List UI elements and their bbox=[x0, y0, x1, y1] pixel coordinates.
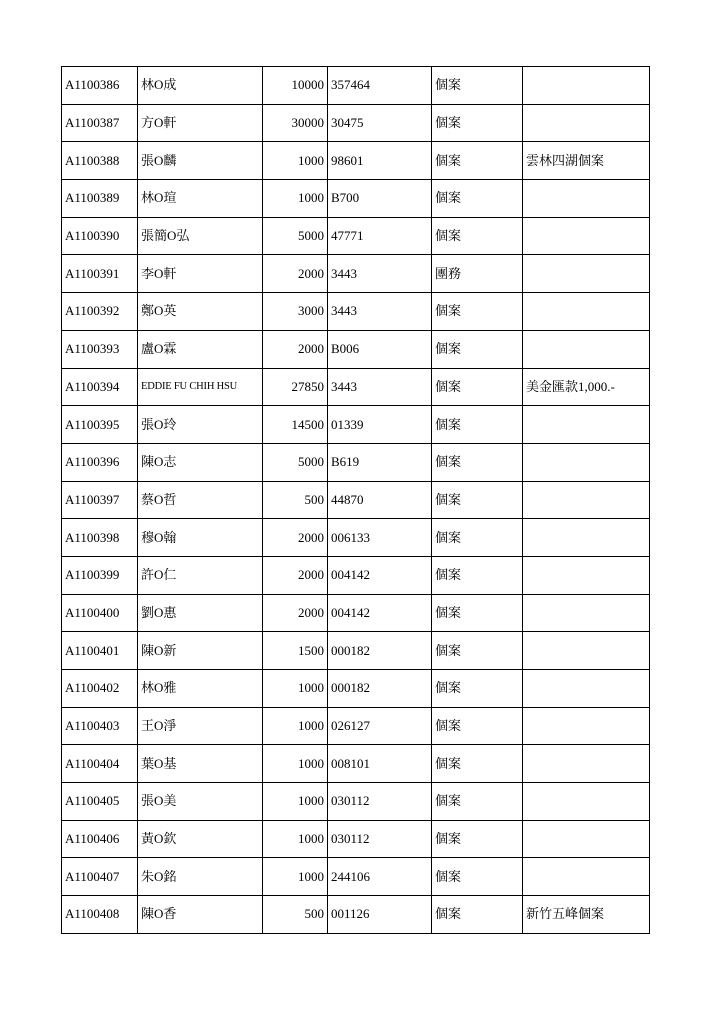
table-row bbox=[62, 180, 650, 218]
amount-cell: 30000 bbox=[263, 104, 328, 142]
category-cell: 個案 bbox=[432, 783, 523, 821]
donation-records-table bbox=[61, 66, 650, 934]
record-id-cell: A1100401 bbox=[62, 632, 138, 670]
amount-cell: 5000 bbox=[263, 217, 328, 255]
record-id-cell: A1100398 bbox=[62, 519, 138, 557]
note-cell bbox=[523, 858, 650, 896]
code-cell: 98601 bbox=[328, 142, 432, 180]
note-cell bbox=[523, 745, 650, 783]
amount-cell: 1000 bbox=[263, 783, 328, 821]
table-row bbox=[62, 858, 650, 896]
record-id-cell: A1100404 bbox=[62, 745, 138, 783]
code-cell: 357464 bbox=[328, 67, 432, 105]
code-cell: B619 bbox=[328, 443, 432, 481]
amount-cell: 500 bbox=[263, 481, 328, 519]
donor-name-cell: 盧O霖 bbox=[138, 330, 263, 368]
code-cell: 030112 bbox=[328, 783, 432, 821]
table-row bbox=[62, 330, 650, 368]
donor-name-cell: 林O成 bbox=[138, 67, 263, 105]
code-cell: B700 bbox=[328, 180, 432, 218]
table-row bbox=[62, 820, 650, 858]
table-row bbox=[62, 594, 650, 632]
amount-cell: 1500 bbox=[263, 632, 328, 670]
category-cell: 個案 bbox=[432, 443, 523, 481]
donor-name-cell: 林O瑄 bbox=[138, 180, 263, 218]
record-id-cell: A1100394 bbox=[62, 368, 138, 406]
note-cell bbox=[523, 594, 650, 632]
donor-name-cell: 穆O翰 bbox=[138, 519, 263, 557]
record-id-cell: A1100408 bbox=[62, 896, 138, 934]
record-id-cell: A1100395 bbox=[62, 406, 138, 444]
table-row bbox=[62, 556, 650, 594]
code-cell: 026127 bbox=[328, 707, 432, 745]
table-row bbox=[62, 632, 650, 670]
table-row bbox=[62, 670, 650, 708]
table-row bbox=[62, 368, 650, 406]
table-row bbox=[62, 896, 650, 934]
note-cell bbox=[523, 217, 650, 255]
code-cell: 008101 bbox=[328, 745, 432, 783]
donor-name-cell: 陳O新 bbox=[138, 632, 263, 670]
donor-name-cell: 林O雅 bbox=[138, 670, 263, 708]
table-row bbox=[62, 745, 650, 783]
amount-cell: 1000 bbox=[263, 180, 328, 218]
category-cell: 團務 bbox=[432, 255, 523, 293]
donor-name-cell: 許O仁 bbox=[138, 556, 263, 594]
note-cell bbox=[523, 783, 650, 821]
table-row bbox=[62, 293, 650, 331]
donor-name-cell: 劉O惠 bbox=[138, 594, 263, 632]
donor-name-cell: 方O軒 bbox=[138, 104, 263, 142]
note-cell bbox=[523, 180, 650, 218]
note-cell bbox=[523, 707, 650, 745]
donor-name-cell: 蔡O哲 bbox=[138, 481, 263, 519]
donor-name-cell: 鄭O英 bbox=[138, 293, 263, 331]
table-body bbox=[62, 67, 650, 934]
code-cell: 001126 bbox=[328, 896, 432, 934]
donor-name-cell: EDDIE FU CHIH HSU bbox=[138, 368, 263, 406]
amount-cell: 3000 bbox=[263, 293, 328, 331]
amount-cell: 500 bbox=[263, 896, 328, 934]
record-id-cell: A1100403 bbox=[62, 707, 138, 745]
code-cell: 3443 bbox=[328, 255, 432, 293]
donor-name-cell: 張簡O弘 bbox=[138, 217, 263, 255]
amount-cell: 1000 bbox=[263, 745, 328, 783]
note-cell bbox=[523, 556, 650, 594]
record-id-cell: A1100407 bbox=[62, 858, 138, 896]
note-cell bbox=[523, 632, 650, 670]
table-row bbox=[62, 707, 650, 745]
code-cell: 44870 bbox=[328, 481, 432, 519]
record-id-cell: A1100392 bbox=[62, 293, 138, 331]
note-cell bbox=[523, 293, 650, 331]
note-cell bbox=[523, 443, 650, 481]
donor-name-cell: 張O麟 bbox=[138, 142, 263, 180]
record-id-cell: A1100397 bbox=[62, 481, 138, 519]
code-cell: 000182 bbox=[328, 632, 432, 670]
code-cell: 30475 bbox=[328, 104, 432, 142]
note-cell bbox=[523, 67, 650, 105]
record-id-cell: A1100396 bbox=[62, 443, 138, 481]
record-id-cell: A1100388 bbox=[62, 142, 138, 180]
code-cell: 01339 bbox=[328, 406, 432, 444]
category-cell: 個案 bbox=[432, 142, 523, 180]
note-cell: 雲林四湖個案 bbox=[523, 142, 650, 180]
record-id-cell: A1100406 bbox=[62, 820, 138, 858]
code-cell: 004142 bbox=[328, 556, 432, 594]
category-cell: 個案 bbox=[432, 519, 523, 557]
donor-name-cell: 李O軒 bbox=[138, 255, 263, 293]
category-cell: 個案 bbox=[432, 67, 523, 105]
record-id-cell: A1100393 bbox=[62, 330, 138, 368]
code-cell: 3443 bbox=[328, 293, 432, 331]
donor-name-cell: 王O淨 bbox=[138, 707, 263, 745]
record-id-cell: A1100390 bbox=[62, 217, 138, 255]
note-cell bbox=[523, 519, 650, 557]
donor-name-cell: 張O美 bbox=[138, 783, 263, 821]
code-cell: 030112 bbox=[328, 820, 432, 858]
note-cell bbox=[523, 670, 650, 708]
code-cell: 244106 bbox=[328, 858, 432, 896]
code-cell: 006133 bbox=[328, 519, 432, 557]
record-id-cell: A1100391 bbox=[62, 255, 138, 293]
amount-cell: 27850 bbox=[263, 368, 328, 406]
donor-name-cell: 黃O欽 bbox=[138, 820, 263, 858]
donor-name-cell: 朱O銘 bbox=[138, 858, 263, 896]
amount-cell: 14500 bbox=[263, 406, 328, 444]
category-cell: 個案 bbox=[432, 707, 523, 745]
amount-cell: 1000 bbox=[263, 820, 328, 858]
amount-cell: 1000 bbox=[263, 707, 328, 745]
amount-cell: 2000 bbox=[263, 556, 328, 594]
record-id-cell: A1100389 bbox=[62, 180, 138, 218]
code-cell: 000182 bbox=[328, 670, 432, 708]
note-cell: 新竹五峰個案 bbox=[523, 896, 650, 934]
table-row bbox=[62, 255, 650, 293]
category-cell: 個案 bbox=[432, 594, 523, 632]
category-cell: 個案 bbox=[432, 670, 523, 708]
record-id-cell: A1100387 bbox=[62, 104, 138, 142]
amount-cell: 10000 bbox=[263, 67, 328, 105]
category-cell: 個案 bbox=[432, 632, 523, 670]
table-row bbox=[62, 783, 650, 821]
note-cell bbox=[523, 481, 650, 519]
category-cell: 個案 bbox=[432, 896, 523, 934]
category-cell: 個案 bbox=[432, 180, 523, 218]
category-cell: 個案 bbox=[432, 858, 523, 896]
amount-cell: 1000 bbox=[263, 858, 328, 896]
table-row bbox=[62, 142, 650, 180]
table-row bbox=[62, 519, 650, 557]
note-cell bbox=[523, 330, 650, 368]
category-cell: 個案 bbox=[432, 293, 523, 331]
category-cell: 個案 bbox=[432, 104, 523, 142]
record-id-cell: A1100400 bbox=[62, 594, 138, 632]
category-cell: 個案 bbox=[432, 556, 523, 594]
donor-name-cell: 張O玲 bbox=[138, 406, 263, 444]
category-cell: 個案 bbox=[432, 217, 523, 255]
donor-name-cell: 葉O基 bbox=[138, 745, 263, 783]
table-row bbox=[62, 481, 650, 519]
category-cell: 個案 bbox=[432, 820, 523, 858]
amount-cell: 1000 bbox=[263, 670, 328, 708]
note-cell bbox=[523, 406, 650, 444]
code-cell: 3443 bbox=[328, 368, 432, 406]
table-row bbox=[62, 104, 650, 142]
record-id-cell: A1100386 bbox=[62, 67, 138, 105]
note-cell bbox=[523, 255, 650, 293]
category-cell: 個案 bbox=[432, 330, 523, 368]
table-row bbox=[62, 67, 650, 105]
amount-cell: 2000 bbox=[263, 519, 328, 557]
amount-cell: 5000 bbox=[263, 443, 328, 481]
code-cell: 004142 bbox=[328, 594, 432, 632]
note-cell bbox=[523, 104, 650, 142]
category-cell: 個案 bbox=[432, 481, 523, 519]
amount-cell: 1000 bbox=[263, 142, 328, 180]
amount-cell: 2000 bbox=[263, 330, 328, 368]
donor-name-cell: 陳O志 bbox=[138, 443, 263, 481]
record-id-cell: A1100405 bbox=[62, 783, 138, 821]
donor-name-cell: 陳O香 bbox=[138, 896, 263, 934]
note-cell bbox=[523, 820, 650, 858]
amount-cell: 2000 bbox=[263, 255, 328, 293]
category-cell: 個案 bbox=[432, 406, 523, 444]
record-id-cell: A1100402 bbox=[62, 670, 138, 708]
amount-cell: 2000 bbox=[263, 594, 328, 632]
table-row bbox=[62, 217, 650, 255]
category-cell: 個案 bbox=[432, 745, 523, 783]
table-row bbox=[62, 406, 650, 444]
record-id-cell: A1100399 bbox=[62, 556, 138, 594]
category-cell: 個案 bbox=[432, 368, 523, 406]
note-cell: 美金匯款1,000.- bbox=[523, 368, 650, 406]
code-cell: B006 bbox=[328, 330, 432, 368]
table-row bbox=[62, 443, 650, 481]
code-cell: 47771 bbox=[328, 217, 432, 255]
